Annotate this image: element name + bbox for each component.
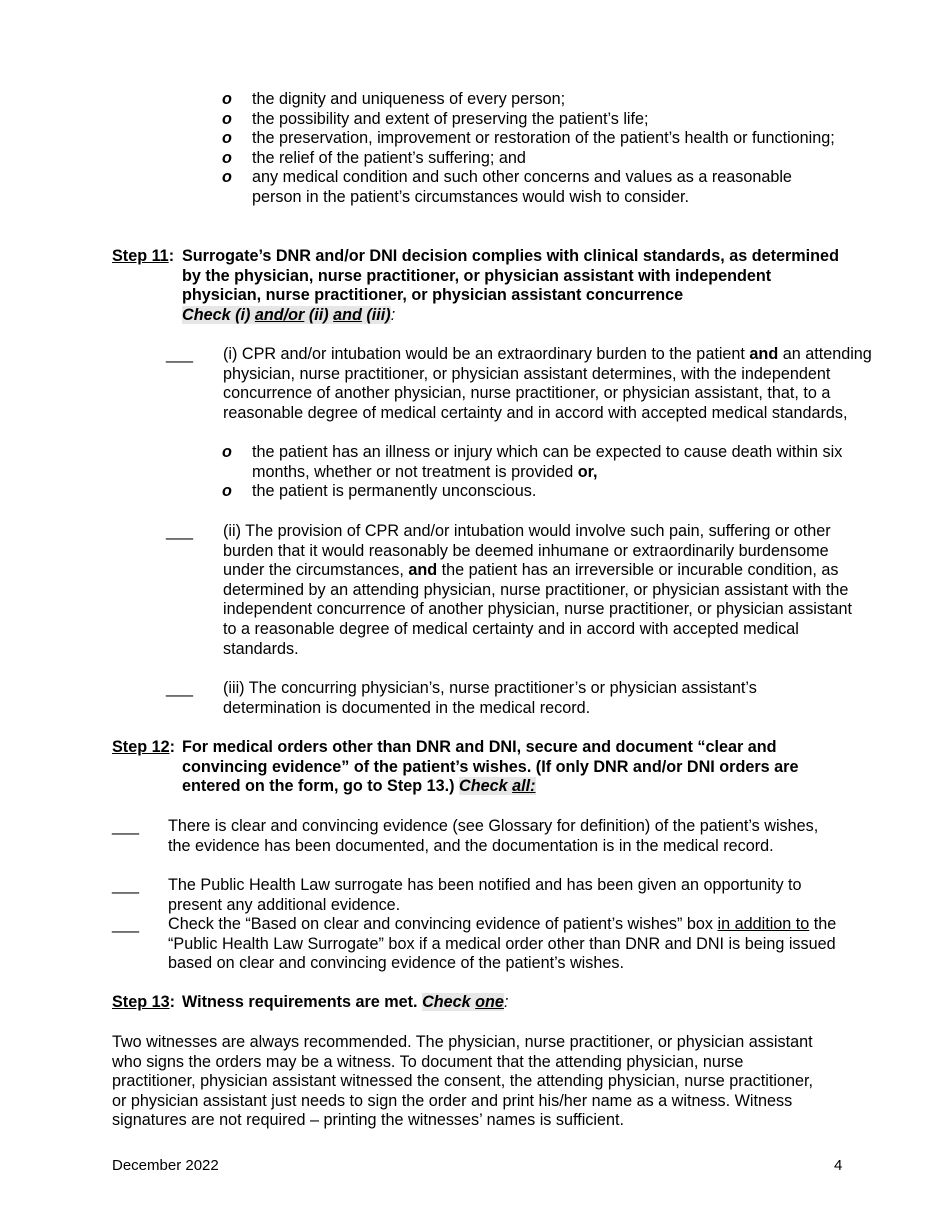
bullet-marker: o bbox=[222, 482, 232, 501]
page-number: 4 bbox=[834, 1157, 843, 1174]
footer-date: December 2022 bbox=[112, 1157, 219, 1174]
list-item: o the dignity and uniqueness of every person; bbox=[222, 90, 566, 108]
bullet-marker: o bbox=[222, 109, 232, 128]
top-bullet-list bbox=[222, 90, 842, 208]
list-item: o the patient has an illness or injury which can be expected to cause death within six months, whether or not treatment is provided or, bbox=[222, 443, 843, 481]
step-12-heading: Step 12: For medical orders other than DNR and DNI, secure and document “clear and convincing evidence” of the patient’s wishes. (If only DNR and/or DNI orders are entered on the form, go to Step 13.) Check all: bbox=[112, 738, 799, 796]
bullet-marker: o bbox=[222, 443, 232, 461]
step-11-label: Step 11 bbox=[112, 247, 169, 265]
bullet-marker: o bbox=[222, 148, 232, 167]
checkbox-blank[interactable]: ___ bbox=[166, 679, 194, 697]
step-11-heading: Step 11: Surrogate’s DNR and/or DNI decision complies with clinical standards, as determined by the physician, nurse practitioner, or physician assistant with independent physician, nurse practitioner, or physician assistant concurrence Check (i) and/or (ii) and (iii): bbox=[112, 247, 839, 324]
step-12-check-instruction: Check all: bbox=[459, 777, 536, 796]
step-13-heading: Step 13: Witness requirements are met. Check one: bbox=[112, 993, 509, 1011]
list-item: o any medical condition and such other concerns and values as a reasonable person in the patient’s circumstances would wish to consider. bbox=[222, 168, 792, 206]
bullet-marker: o bbox=[222, 90, 232, 108]
step-13-label: Step 13 bbox=[112, 993, 170, 1011]
step-13-check-instruction: Check one bbox=[422, 993, 504, 1011]
step-11-text: Surrogate’s DNR and/or DNI decision complies with clinical standards, as determined by the physician, nurse practitioner, or physician assistant with independent physician, nurse practitioner, or physician assistant concurrence bbox=[182, 247, 839, 305]
list-item: o the possibility and extent of preserving the patient’s life; bbox=[222, 109, 649, 128]
step-12-text: For medical orders other than DNR and DNI, secure and document “clear and convincing evidence” of the patient’s wishes. (If only DNR and/or DNI orders are entered on the form, go to Step 13.) bbox=[182, 738, 799, 796]
bullet-marker: o bbox=[222, 129, 232, 148]
step-11-check-instruction: Check (i) and/or (ii) and (iii) bbox=[182, 305, 391, 324]
bullet-marker: o bbox=[222, 168, 232, 187]
checkbox-blank[interactable]: ___ bbox=[112, 915, 140, 933]
step-12-label: Step 12 bbox=[112, 738, 170, 756]
checkbox-blank[interactable]: ___ bbox=[112, 876, 140, 894]
list-item: o the patient is permanently unconscious. bbox=[222, 482, 537, 501]
step-13-paragraph: Two witnesses are always recommended. The physician, nurse practitioner, or physician assistant who signs the orders may be a witness. To document that the attending physician, nurse practitioner, physician assistant witnessed the consent, the attending physician, nurse practitioner, or physician assistant just needs to sign the order and print his/her name as a witness. Witness signatures are not required – printing the witnesses’ names is sufficient. bbox=[112, 1033, 813, 1130]
list-item: o the preservation, improvement or restoration of the patient’s health or functioning; bbox=[222, 129, 835, 148]
step-11-item-i-sublist bbox=[222, 443, 852, 502]
checkbox-blank[interactable]: ___ bbox=[112, 817, 140, 835]
checkbox-blank[interactable]: ___ bbox=[166, 522, 194, 540]
list-item: o the relief of the patient’s suffering; and bbox=[222, 148, 526, 167]
step-13-text: Witness requirements are met. bbox=[182, 993, 423, 1011]
checkbox-blank[interactable]: ___ bbox=[166, 345, 194, 363]
